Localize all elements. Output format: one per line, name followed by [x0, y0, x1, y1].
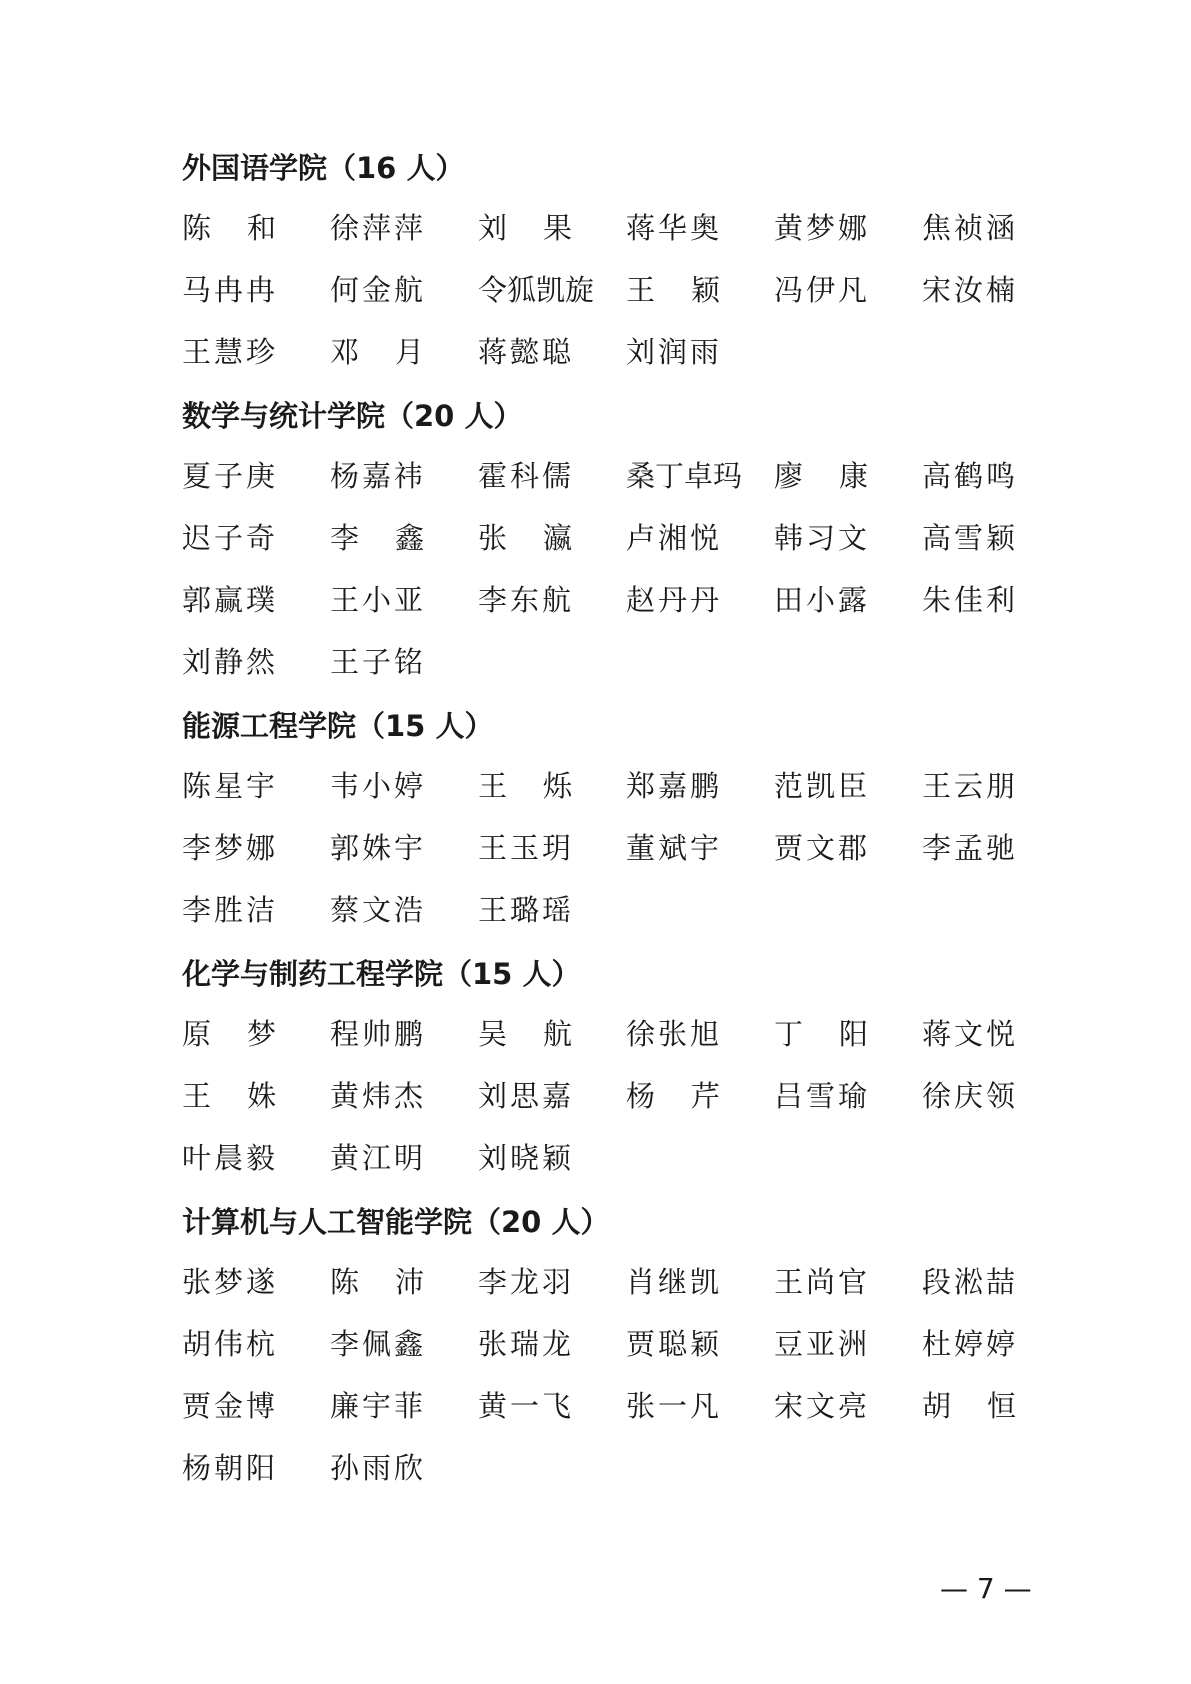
name-item: 焦祯涵 [922, 211, 1019, 245]
name-item: 何金航 [330, 273, 427, 307]
name-item: 孙雨欣 [330, 1451, 427, 1485]
name-item: 陈和 [182, 211, 313, 245]
name-item: 刘晓颖 [478, 1141, 575, 1175]
section-computer-ai [182, 1204, 1053, 1512]
name-item: 杨芹 [626, 1079, 757, 1113]
name-item: 蒋懿聪 [478, 335, 575, 369]
name-item: 贾文郡 [774, 831, 871, 865]
name-item: 廉宇菲 [330, 1389, 427, 1423]
name-item: 徐庆领 [922, 1079, 1019, 1113]
page-number: — 7 — [940, 1572, 1032, 1605]
name-item: 杨朝阳 [182, 1451, 279, 1485]
name-item: 蔡文浩 [330, 893, 427, 927]
name-item: 李东航 [478, 583, 575, 617]
name-item: 郭赢璞 [182, 583, 279, 617]
section-math-statistics [182, 398, 1022, 706]
section-chemistry-pharma [182, 956, 1022, 1202]
name-item: 黄江明 [330, 1141, 427, 1175]
name-item: 张瑞龙 [478, 1327, 575, 1361]
name-item: 贾金博 [182, 1389, 279, 1423]
document-page [182, 150, 1053, 1514]
section-energy-engineering [182, 708, 1022, 954]
name-item: 刘静然 [182, 645, 279, 679]
name-item: 李梦娜 [182, 831, 279, 865]
name-item: 蒋华奥 [626, 211, 723, 245]
name-item: 段淞喆 [922, 1265, 1019, 1299]
name-item: 卢湘悦 [626, 521, 723, 555]
name-item: 徐张旭 [626, 1017, 723, 1051]
name-item: 张一凡 [626, 1389, 723, 1423]
name-item: 张瀛 [478, 521, 609, 555]
name-item: 范凯臣 [774, 769, 871, 803]
name-item: 马冉冉 [182, 273, 279, 307]
name-list [182, 1264, 1053, 1512]
name-item: 王慧珍 [182, 335, 279, 369]
name-item: 王姝 [182, 1079, 313, 1113]
name-item: 刘思嘉 [478, 1079, 575, 1113]
name-item: 黄梦娜 [774, 211, 871, 245]
name-item: 桑丁卓玛 [626, 459, 743, 493]
name-item: 李孟驰 [922, 831, 1019, 865]
name-item: 程帅鹏 [330, 1017, 427, 1051]
name-item: 董斌宇 [626, 831, 723, 865]
name-item: 杨嘉祎 [330, 459, 427, 493]
name-item: 霍科儒 [478, 459, 575, 493]
name-item: 陈沛 [330, 1265, 461, 1299]
name-item: 王尚官 [774, 1265, 871, 1299]
name-item: 李龙羽 [478, 1265, 575, 1299]
section-title: 能源工程学院（15 人） [182, 709, 494, 743]
name-item: 王颖 [626, 273, 757, 307]
name-item: 郑嘉鹏 [626, 769, 723, 803]
name-item: 赵丹丹 [626, 583, 723, 617]
name-item: 杜婷婷 [922, 1327, 1019, 1361]
section-title: 化学与制药工程学院（15 人） [182, 957, 581, 991]
name-list [182, 1016, 1022, 1202]
name-item: 宋文亮 [774, 1389, 871, 1423]
name-item: 廖康 [774, 459, 905, 493]
name-item: 王云朋 [922, 769, 1019, 803]
name-item: 高雪颖 [922, 521, 1019, 555]
section-title: 计算机与人工智能学院（20 人） [182, 1205, 610, 1239]
name-item: 吕雪瑜 [774, 1079, 871, 1113]
name-item: 王子铭 [330, 645, 427, 679]
name-list [182, 768, 1022, 954]
name-item: 吴航 [478, 1017, 609, 1051]
name-item: 王小亚 [330, 583, 427, 617]
name-item: 迟子奇 [182, 521, 279, 555]
name-item: 王璐瑶 [478, 893, 575, 927]
name-item: 郭姝宇 [330, 831, 427, 865]
name-item: 原梦 [182, 1017, 313, 1051]
name-item: 胡伟杭 [182, 1327, 279, 1361]
name-item: 冯伊凡 [774, 273, 871, 307]
name-item: 李佩鑫 [330, 1327, 427, 1361]
name-item: 田小露 [774, 583, 871, 617]
name-item: 刘润雨 [626, 335, 723, 369]
name-list [182, 210, 1022, 396]
name-item: 王玉玥 [478, 831, 575, 865]
name-item: 朱佳利 [922, 583, 1019, 617]
name-item: 邓月 [330, 335, 461, 369]
name-item: 叶晨毅 [182, 1141, 279, 1175]
name-item: 肖继凯 [626, 1265, 723, 1299]
name-item: 夏子庚 [182, 459, 279, 493]
name-item: 胡恒 [922, 1389, 1053, 1423]
name-item: 韩习文 [774, 521, 871, 555]
name-item: 李胜洁 [182, 893, 279, 927]
name-item: 刘果 [478, 211, 609, 245]
section-foreign-languages [182, 150, 1022, 396]
name-item: 徐萍萍 [330, 211, 427, 245]
name-item: 丁阳 [774, 1017, 905, 1051]
section-title: 外国语学院（16 人） [182, 151, 465, 185]
name-item: 贾聪颖 [626, 1327, 723, 1361]
name-item: 高鹤鸣 [922, 459, 1019, 493]
name-item: 韦小婷 [330, 769, 427, 803]
name-item: 蒋文悦 [922, 1017, 1019, 1051]
name-item: 陈星宇 [182, 769, 279, 803]
name-item: 黄炜杰 [330, 1079, 427, 1113]
name-item: 黄一飞 [478, 1389, 575, 1423]
name-item: 豆亚洲 [774, 1327, 871, 1361]
name-item: 王烁 [478, 769, 609, 803]
name-item: 宋汝楠 [922, 273, 1019, 307]
name-item: 李鑫 [330, 521, 461, 555]
name-item: 张梦遂 [182, 1265, 279, 1299]
section-title: 数学与统计学院（20 人） [182, 399, 523, 433]
name-item: 令狐凯旋 [478, 273, 595, 307]
name-list [182, 458, 1022, 706]
